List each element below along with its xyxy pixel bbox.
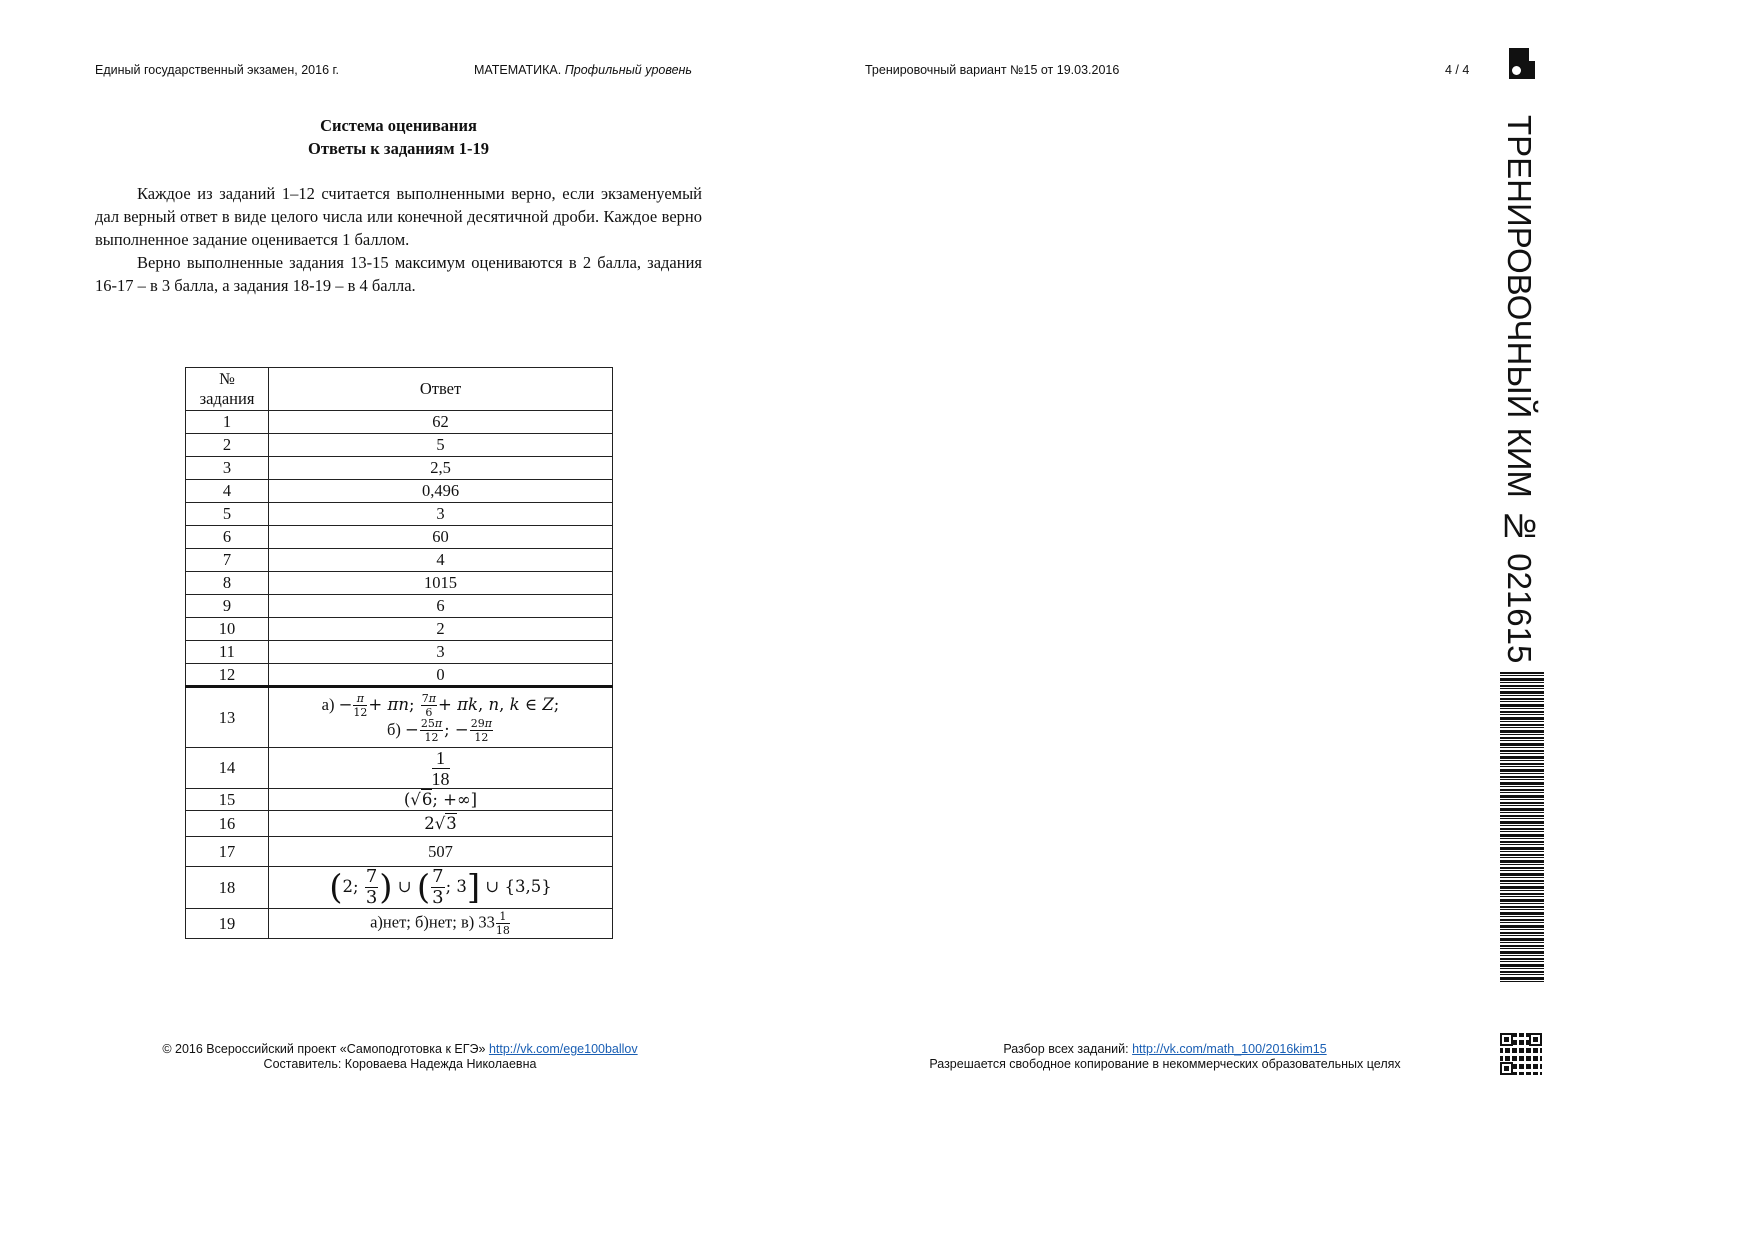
task-number: 4 (186, 480, 269, 503)
task-number: 3 (186, 457, 269, 480)
task-answer: 2,5 (269, 457, 613, 480)
subject-level: Профильный уровень (564, 63, 693, 77)
answers-table (185, 367, 613, 939)
variant-title: Тренировочный вариант №15 от 19.03.2016 (865, 63, 1120, 77)
task-answer: 3 (269, 641, 613, 664)
footer-copyright: © 2016 Всероссийский проект «Самоподготовка к ЕГЭ» (162, 1042, 486, 1056)
column-header-number-line2: задания (199, 389, 255, 408)
rules-paragraph-1: Каждое из заданий 1–12 считается выполненными верно, если экзаменуемый дал верный ответ в виде целого числа или конечной десятичной дроби. Каждое верно выполненное задание оценивается 1 баллом. (95, 184, 702, 249)
section-subtitle: Ответы к заданиям 1-19 (308, 139, 489, 158)
table-row (186, 549, 613, 572)
table-row (186, 867, 613, 909)
task-answer: 6 (269, 595, 613, 618)
footer-right (905, 1042, 1425, 1072)
footer-analysis-link[interactable]: http://vk.com/math_100/2016kim15 (1132, 1042, 1327, 1056)
task-answer-formula: $\frac{1}{18}$ (269, 748, 613, 789)
table-row (186, 789, 613, 811)
section-title: Система оценивания (320, 116, 477, 135)
exam-title: Единый государственный экзамен, 2016 г. (95, 63, 340, 77)
task-answer: 1015 (269, 572, 613, 595)
barcode-icon (1500, 672, 1544, 984)
table-row (186, 503, 613, 526)
task-number: 11 (186, 641, 269, 664)
footer-left (140, 1042, 660, 1072)
table-row (186, 811, 613, 837)
task-answer-formula: (2; $\frac{7}{3}$ ) ∪ ( $\frac{7}{3}$ ; 3] ∪ {3,5} (269, 867, 613, 909)
task-answer: 4 (269, 549, 613, 572)
table-row (186, 687, 613, 748)
task-number: 8 (186, 572, 269, 595)
footer-license: Разрешается свободное копирование в некоммерческих образовательных целях (929, 1057, 1401, 1071)
task-number: 12 (186, 664, 269, 687)
task-answer: 3 (269, 503, 613, 526)
footer-analysis: Разбор всех заданий: (1003, 1042, 1129, 1056)
task-number: 5 (186, 503, 269, 526)
column-header-answer: Ответ (269, 368, 613, 411)
table-row (186, 595, 613, 618)
task-number: 16 (186, 811, 269, 837)
task-answer: 0 (269, 664, 613, 687)
task-number: 1 (186, 411, 269, 434)
scoring-rules (95, 182, 702, 297)
task-number: 7 (186, 549, 269, 572)
task-answer-formula: 2√3 (269, 811, 613, 837)
task-answer: 60 (269, 526, 613, 549)
footer-author: Составитель: Короваева Надежда Николаевна (263, 1057, 537, 1071)
table-row (186, 664, 613, 687)
table-header-row (186, 368, 613, 411)
column-header-number-line1: № (219, 369, 235, 388)
table-row (186, 434, 613, 457)
table-row (186, 748, 613, 789)
task-answer-formula: а)нет; б)нет; в) 33 $\frac{1}{18}$ (269, 909, 613, 939)
corner-marker-icon (1509, 48, 1535, 79)
rules-paragraph-2: Верно выполненные задания 13-15 максимум оцениваются в 2 балла, задания 16-17 – в 3 балла, а задания 18-19 – в 4 балла. (95, 253, 702, 295)
task-number: 2 (186, 434, 269, 457)
table-row (186, 837, 613, 867)
table-row (186, 457, 613, 480)
table-row (186, 641, 613, 664)
footer-copyright-link[interactable]: http://vk.com/ege100ballov (488, 1042, 638, 1056)
task-answer: 62 (269, 411, 613, 434)
task-number: 18 (186, 867, 269, 909)
task-number: 6 (186, 526, 269, 549)
task-answer-prefix: а)нет; б)нет; в) 33 (370, 912, 495, 932)
subject-title (474, 63, 692, 77)
task-answer: 507 (269, 837, 613, 867)
table-row (186, 909, 613, 939)
task-answer: 5 (269, 434, 613, 457)
task-number: 13 (186, 687, 269, 748)
table-row (186, 411, 613, 434)
task-answer: 0,496 (269, 480, 613, 503)
task-number: 14 (186, 748, 269, 789)
qr-code-icon (1500, 1033, 1542, 1075)
task-number: 15 (186, 789, 269, 811)
table-row (186, 480, 613, 503)
task-number: 10 (186, 618, 269, 641)
subject-name: МАТЕМАТИКА. (474, 63, 562, 77)
table-row (186, 572, 613, 595)
task-answer-formula: (√6; +∞] (269, 789, 613, 811)
task-number: 17 (186, 837, 269, 867)
vertical-kim-title: ТРЕНИРОВОЧНЫЙ КИМ № 021615 (1501, 115, 1538, 664)
table-row (186, 526, 613, 549)
column-header-number (186, 368, 269, 411)
section-heading (95, 114, 702, 160)
table-row (186, 618, 613, 641)
task-number: 9 (186, 595, 269, 618)
page-number: 4 / 4 (1445, 63, 1470, 77)
task-number: 19 (186, 909, 269, 939)
task-answer: 2 (269, 618, 613, 641)
task-answer-formula: а) − $\frac{\pi}{12}$ + πn; $\frac{7\pi}{6}$ + πk, n, k ∈ Z; б) − $\frac{25\pi}{12}$ ; − $\frac{29\pi}{12}$ (269, 687, 613, 748)
